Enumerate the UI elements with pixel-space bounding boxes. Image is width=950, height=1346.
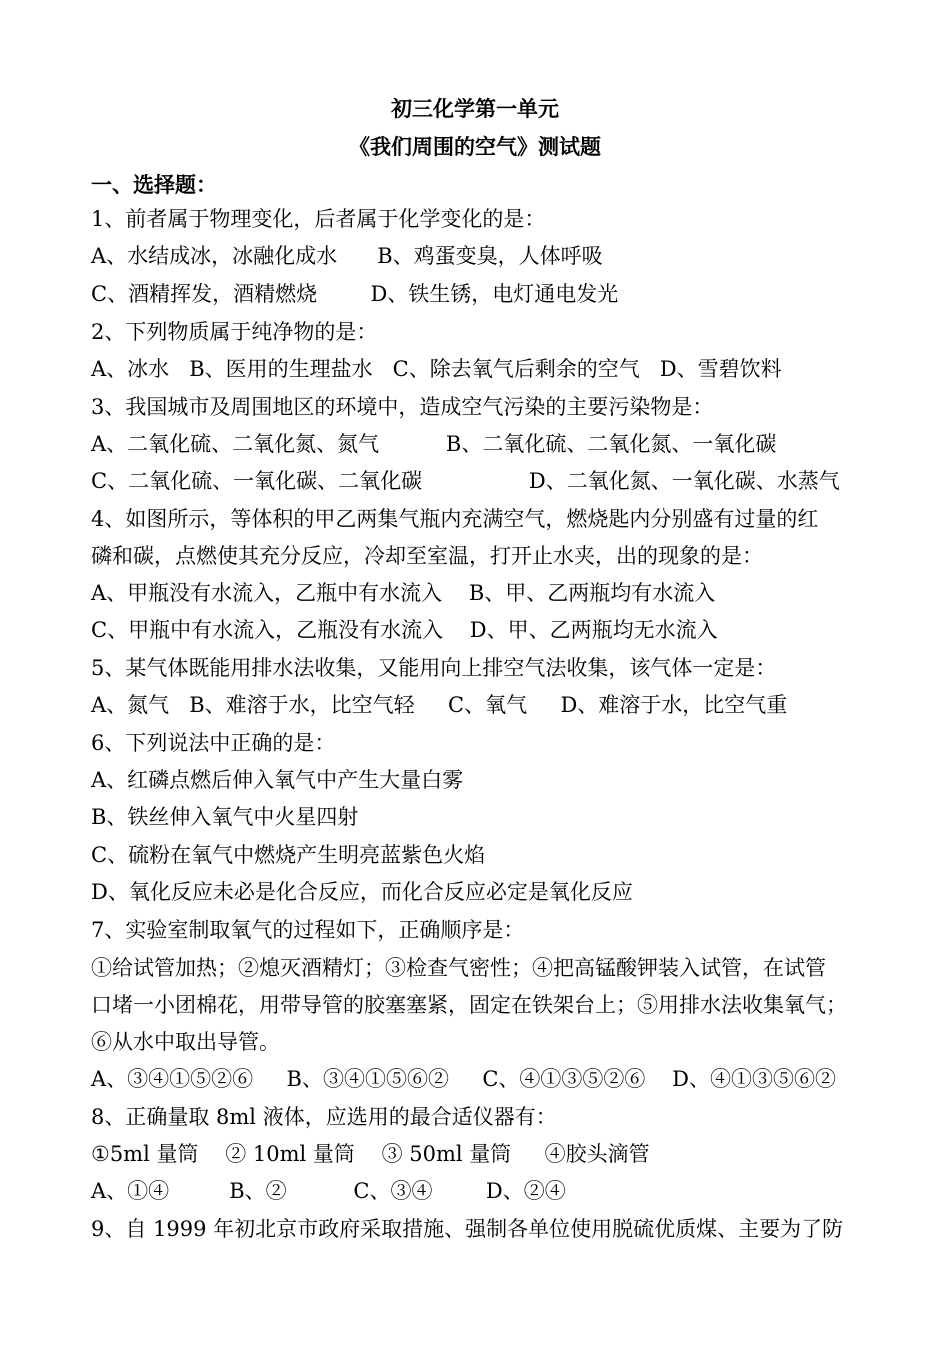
text-line: 口堵一小团棉花，用带导管的胶塞塞紧，固定在铁架台上；⑤用排水法收集氧气； xyxy=(91,993,847,1017)
text-line: 4、如图所示，等体积的甲乙两集气瓶内充满空气，燃烧匙内分别盛有过量的红 xyxy=(91,507,819,531)
text-line: A、氮气 B、难溶于水，比空气轻 C、氧气 D、难溶于水，比空气重 xyxy=(91,693,788,717)
text-line: 5、某气体既能用排水法收集，又能用向上排空气法收集，该气体一定是： xyxy=(91,656,777,680)
text-line: D、氧化反应未必是化合反应，而化合反应必定是氧化反应 xyxy=(91,880,633,904)
document-subtitle: 《我们周围的空气》测试题 xyxy=(349,134,601,159)
text-line: A、冰水 B、医用的生理盐水 C、除去氧气后剩余的空气 D、雪碧饮料 xyxy=(91,357,782,381)
text-line: B、铁丝伸入氧气中火星四射 xyxy=(91,805,359,829)
text-line: 8、正确量取 8ml 液体，应选用的最合适仪器有： xyxy=(91,1105,557,1129)
text-line: 磷和碳，点燃使其充分反应，冷却至室温，打开止水夹，出的现象的是： xyxy=(91,544,763,568)
text-line: C、甲瓶中有水流入，乙瓶没有水流入 D、甲、乙两瓶均无水流入 xyxy=(91,618,718,642)
text-line: C、二氧化硫、一氧化碳、二氧化碳 D、二氧化氮、一氧化碳、水蒸气 xyxy=(91,469,840,493)
text-line: 2、下列物质属于纯净物的是： xyxy=(91,320,378,344)
text-line: 1、前者属于物理变化，后者属于化学变化的是： xyxy=(91,207,546,231)
text-line: ⑥从水中取出导管。 xyxy=(91,1030,280,1054)
section-heading: 一、选择题： xyxy=(91,172,217,197)
text-line: A、二氧化硫、二氧化氮、氮气 B、二氧化硫、二氧化氮、一氧化碳 xyxy=(91,432,777,456)
text-line: 9、自 1999 年初北京市政府采取措施、强制各单位使用脱硫优质煤、主要为了防 xyxy=(91,1217,844,1241)
text-line: C、硫粉在氧气中燃烧产生明亮蓝紫色火焰 xyxy=(91,843,486,867)
text-line: ①5ml 量筒 ② 10ml 量筒 ③ 50ml 量筒 ④胶头滴管 xyxy=(91,1142,650,1166)
text-line: A、甲瓶没有水流入，乙瓶中有水流入 B、甲、乙两瓶均有水流入 xyxy=(91,581,716,605)
text-line: 7、实验室制取氧气的过程如下，正确顺序是： xyxy=(91,918,525,942)
text-line: A、①④ B、② C、③④ D、②④ xyxy=(91,1179,566,1203)
text-line: A、水结成冰，冰融化成水 B、鸡蛋变臭，人体呼吸 xyxy=(91,244,603,268)
text-line: C、酒精挥发，酒精燃烧 D、铁生锈，电灯通电发光 xyxy=(91,282,619,306)
document-title: 初三化学第一单元 xyxy=(391,96,559,121)
text-line: 3、我国城市及周围地区的环境中，造成空气污染的主要污染物是： xyxy=(91,395,714,419)
text-line: A、③④①⑤②⑥ B、③④①⑤⑥② C、④①③⑤②⑥ D、④①③⑤⑥② xyxy=(91,1067,836,1091)
text-line: ①给试管加热；②熄灭酒精灯；③检查气密性；④把高锰酸钾装入试管，在试管 xyxy=(91,956,826,980)
text-line: 6、下列说法中正确的是： xyxy=(91,731,336,755)
text-line: A、红磷点燃后伸入氧气中产生大量白雾 xyxy=(91,768,464,792)
